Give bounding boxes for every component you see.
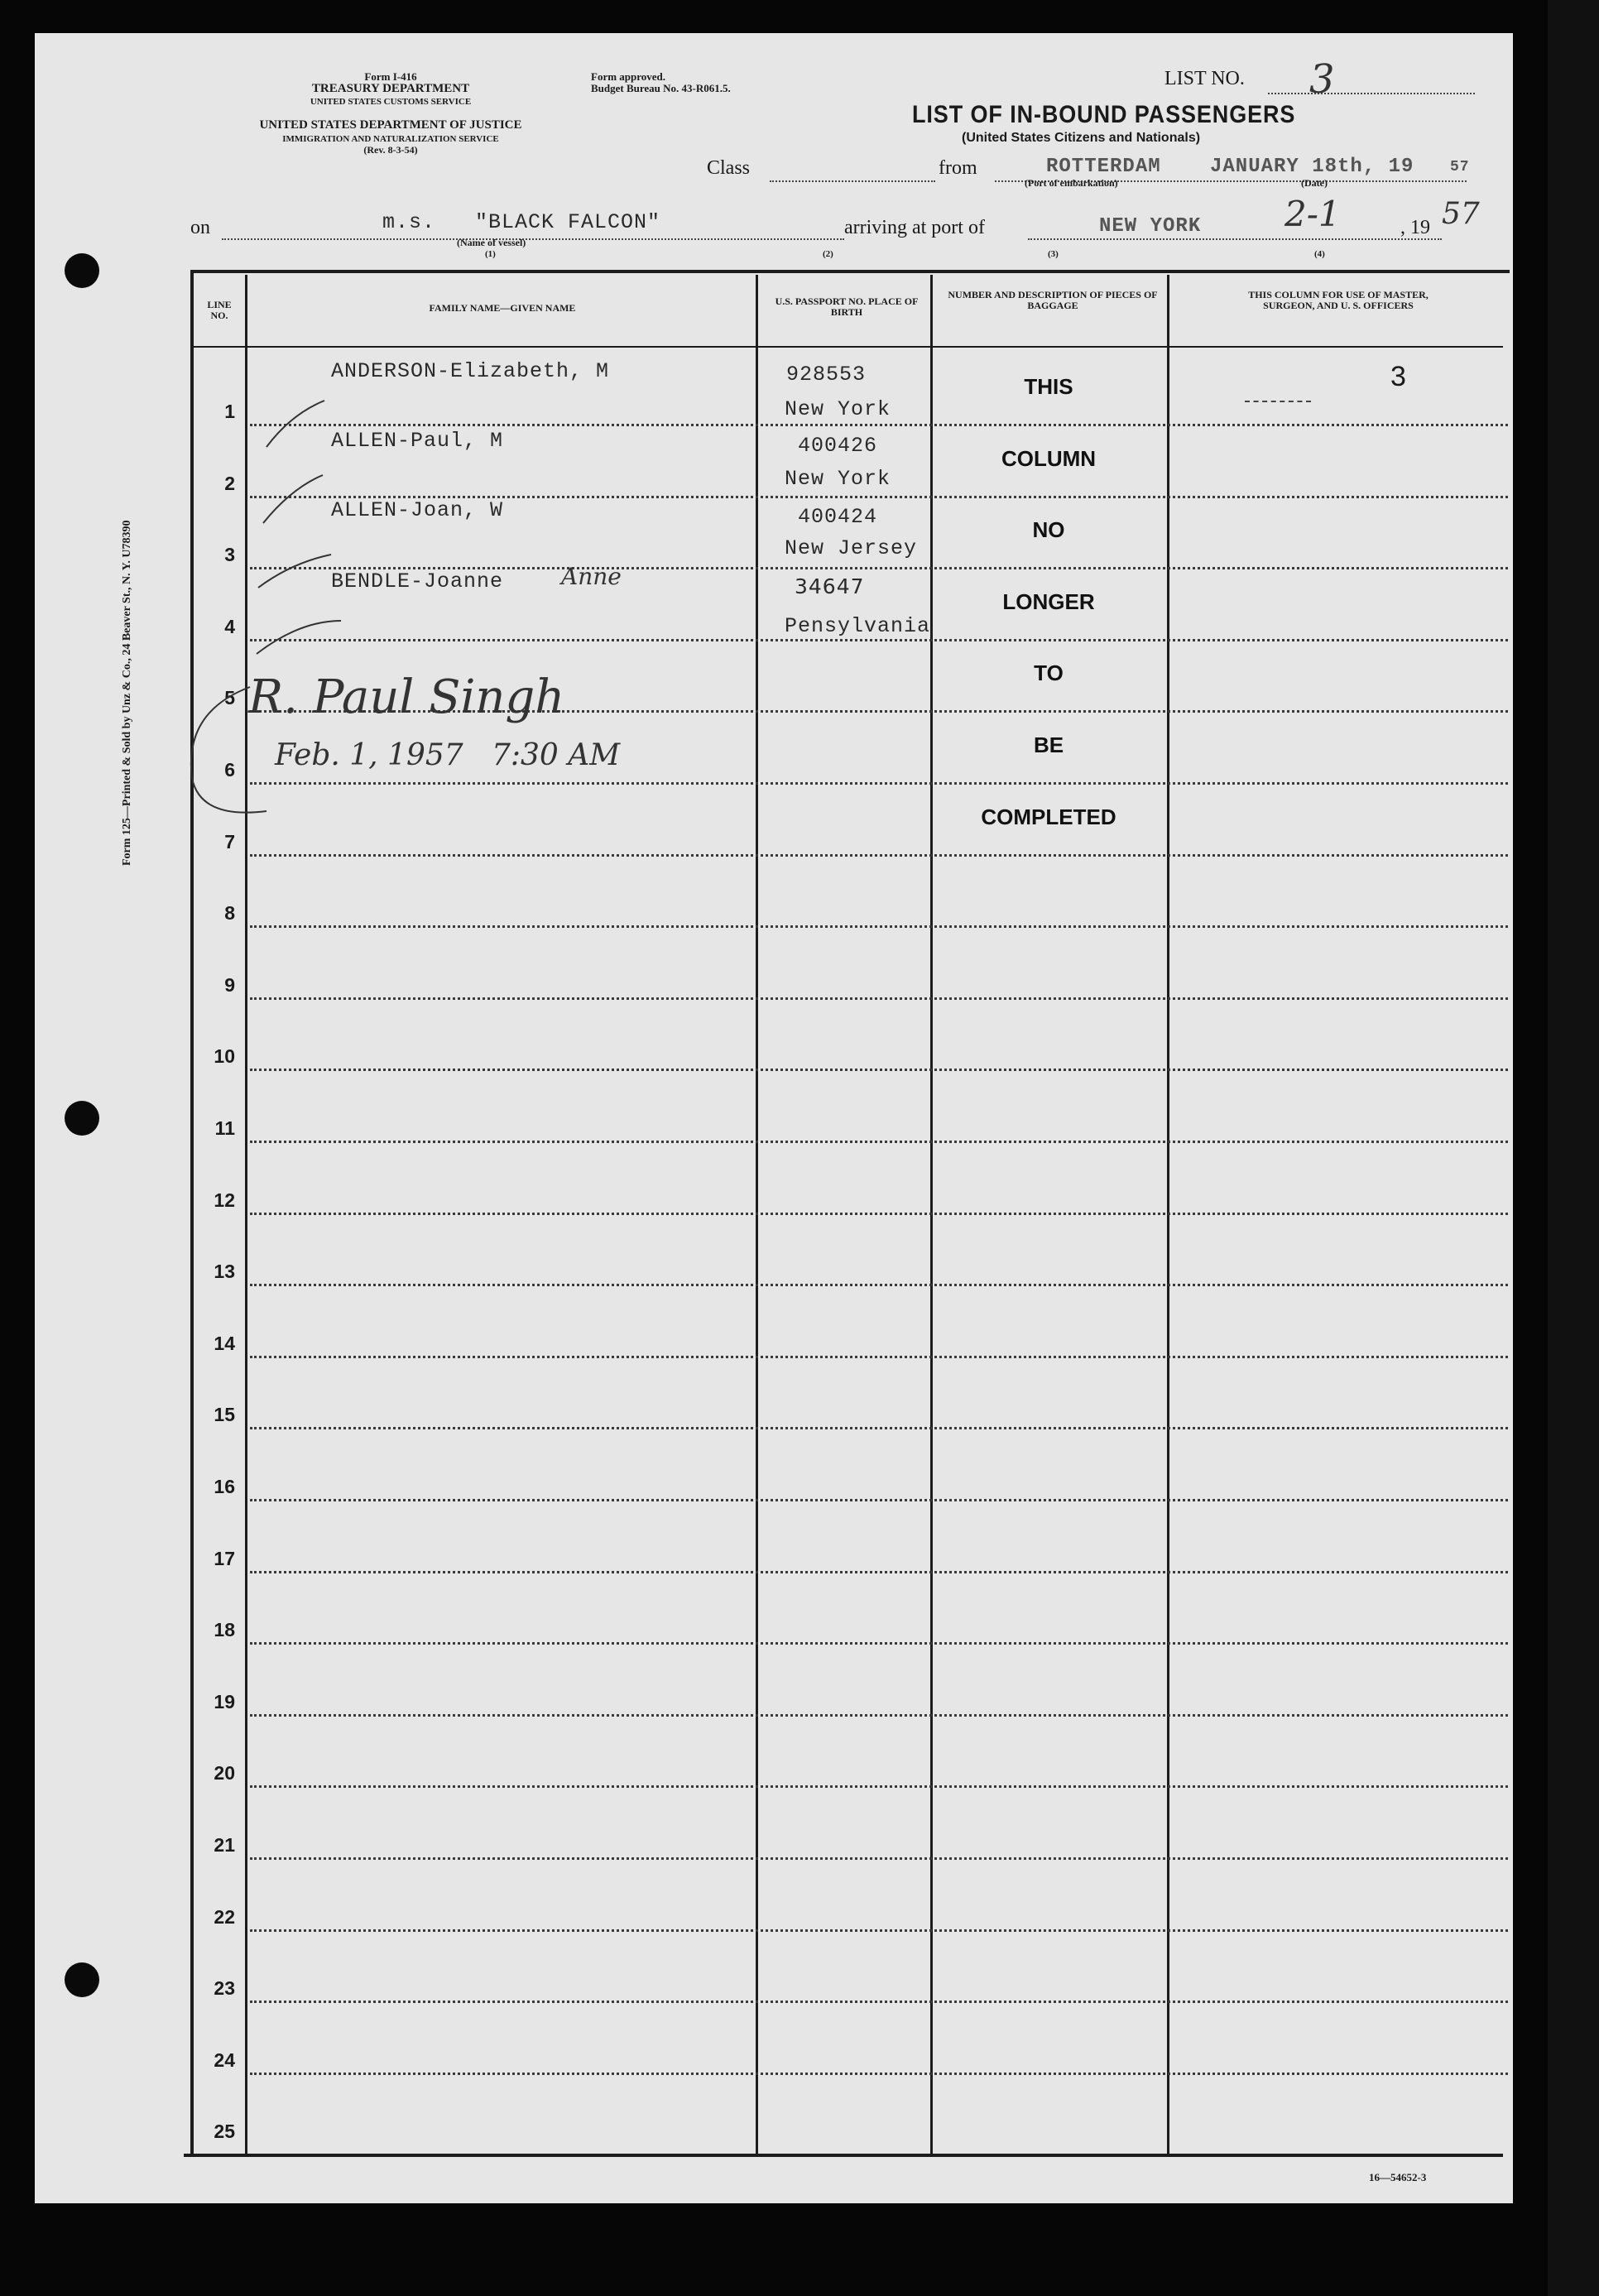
- document-page: [35, 33, 1513, 2203]
- line-number-21: 21: [214, 1834, 235, 1856]
- officers-header: THIS COLUMN FOR USE OF MASTER, SURGEON, AND U. S. OFFICERS: [1248, 289, 1429, 311]
- row-rule-13: [250, 1284, 1508, 1286]
- vessel-caption: (Name of vessel): [457, 237, 526, 248]
- line-number-25: 25: [214, 2121, 235, 2143]
- row-rule-20: [250, 1785, 1508, 1788]
- line-number-11: 11: [214, 1117, 235, 1139]
- immigration-service: IMMIGRATION AND NATURALIZATION SERVICE: [282, 134, 499, 144]
- baggage-col-number: (3): [1048, 249, 1059, 259]
- line-number-16: 16: [214, 1476, 235, 1497]
- row-1-name: ANDERSON-Elizabeth, M: [331, 359, 610, 383]
- row-1-birth: New York: [785, 397, 891, 421]
- row-rule-7: [250, 854, 1508, 857]
- treasury-department: TREASURY DEPARTMENT: [311, 82, 470, 95]
- line-number-5: 5: [224, 687, 235, 709]
- row-4-name: BENDLE-Joanne: [331, 569, 504, 593]
- class-line: [770, 180, 935, 182]
- from-label: from: [939, 157, 977, 179]
- line-number-7: 7: [224, 830, 235, 853]
- table-header-rule: [192, 346, 1503, 348]
- row-3-birth: New Jersey: [785, 536, 918, 560]
- row-rule-22: [250, 1929, 1508, 1932]
- row-rule-10: [250, 1069, 1508, 1071]
- signature-flourish: [175, 679, 275, 828]
- arrival-port: NEW YORK: [1099, 215, 1202, 238]
- officers-count: 3: [1390, 361, 1406, 392]
- baggage-word-2: COLUMN: [1001, 445, 1097, 471]
- row-rule-8: [250, 925, 1508, 928]
- line-no-header: LINE NO.: [207, 299, 232, 321]
- line-number-22: 22: [214, 1905, 235, 1928]
- footer-code: 16—54652-3: [1369, 2171, 1427, 2183]
- baggage-word-5: TO: [1034, 660, 1064, 686]
- arriving-label: arriving at port of: [844, 217, 985, 238]
- line-number-4: 4: [224, 615, 235, 637]
- class-label: Class: [707, 157, 751, 179]
- embarkation-port: ROTTERDAM: [1046, 156, 1161, 178]
- port-caption: (Port of embarkation): [1025, 177, 1118, 189]
- table-top-border: [190, 270, 1510, 273]
- list-no-label: LIST NO.: [1164, 68, 1245, 89]
- revision-date: (Rev. 8-3-54): [363, 144, 418, 156]
- budget-bureau: Budget Bureau No. 43-R061.5.: [591, 82, 731, 94]
- name-header: FAMILY NAME—GIVEN NAME: [429, 302, 576, 314]
- line-number-9: 9: [224, 973, 235, 996]
- row-rule-16: [250, 1499, 1508, 1501]
- row-4-handwritten-name: Anne: [561, 563, 622, 590]
- baggage-word-7: COMPLETED: [981, 804, 1116, 829]
- row-rule-21: [250, 1857, 1508, 1860]
- line-number-10: 10: [214, 1045, 235, 1068]
- row-rule-18: [250, 1642, 1508, 1645]
- officers-col-number: (4): [1314, 249, 1325, 259]
- line-number-12: 12: [214, 1189, 235, 1211]
- document-subtitle: (United States Citizens and Nationals): [962, 131, 1201, 145]
- line-number-20: 20: [214, 1762, 235, 1784]
- line-number-1: 1: [224, 401, 235, 422]
- line-number-24: 24: [214, 2049, 235, 2071]
- row-3-passport: 400424: [798, 505, 878, 529]
- row-rule-24: [250, 2073, 1508, 2075]
- printer-side-note: Form 125—Printed & Sold by Unz & Co., 24 Beaver St., N. Y. U78390: [121, 520, 133, 866]
- row-rule-17: [250, 1571, 1508, 1573]
- row-2-passport: 400426: [798, 434, 878, 458]
- check-mark-1: [266, 401, 324, 447]
- row-1-passport: 928553: [786, 363, 867, 387]
- baggage-word-1: THIS: [1024, 374, 1073, 399]
- embarkation-year: 57: [1450, 159, 1470, 175]
- line-number-18: 18: [214, 1619, 235, 1641]
- row-4-passport: 34647: [795, 574, 865, 598]
- row-rule-11: [250, 1141, 1508, 1143]
- line-number-19: 19: [214, 1690, 235, 1712]
- row-rule-15: [250, 1427, 1508, 1429]
- row-rule-4: [250, 639, 1508, 641]
- baggage-word-4: LONGER: [1002, 588, 1095, 614]
- check-mark-4: [257, 621, 341, 654]
- vessel-line: [222, 238, 844, 240]
- line-number-13: 13: [214, 1261, 235, 1283]
- row-rule-23: [250, 2001, 1508, 2003]
- line-number-17: 17: [214, 1547, 235, 1569]
- baggage-header: NUMBER AND DESCRIPTION OF PIECES OF BAGGAGE: [948, 289, 1158, 311]
- baggage-word-3: NO: [1032, 517, 1065, 543]
- punch-hole-bottom: [65, 1962, 99, 1997]
- arrival-year: 57: [1442, 197, 1480, 231]
- check-mark-3: [258, 555, 331, 588]
- line-number-23: 23: [214, 1977, 235, 2000]
- customs-service: UNITED STATES CUSTOMS SERVICE: [310, 97, 472, 107]
- form-approved: Form approved.: [591, 70, 666, 83]
- document-title: LIST OF IN-BOUND PASSENGERS: [912, 101, 1296, 128]
- signature-date-time: Feb. 1, 1957 7:30 AM: [275, 738, 621, 772]
- department-of-justice: UNITED STATES DEPARTMENT OF JUSTICE: [259, 118, 522, 132]
- row-rule-6: [250, 782, 1508, 785]
- on-label: on: [190, 217, 210, 238]
- row-rule-14: [250, 1356, 1508, 1358]
- row-rule-12: [250, 1213, 1508, 1215]
- list-no-value: 3: [1309, 56, 1335, 103]
- row-rule-9: [250, 997, 1508, 1000]
- line-number-15: 15: [214, 1404, 235, 1426]
- passport-col-number: (2): [823, 249, 833, 259]
- table-bottom-border: [184, 2154, 1503, 2157]
- table-left-border: [190, 271, 194, 2155]
- signature-name: R. Paul Singh: [248, 670, 565, 724]
- line-number-14: 14: [214, 1332, 235, 1354]
- line-number-3: 3: [224, 544, 235, 566]
- arrival-day: 2-1: [1284, 194, 1341, 234]
- row-2-birth: New York: [785, 467, 891, 491]
- scan-edge-strip: [1548, 0, 1599, 2296]
- list-no-line: [1268, 93, 1475, 94]
- check-marks: [233, 381, 366, 679]
- row-rule-1: [250, 424, 1508, 426]
- officers-dash: [1245, 401, 1311, 402]
- embarkation-date: JANUARY 18th, 19: [1210, 156, 1414, 178]
- line-number-2: 2: [224, 472, 235, 494]
- row-3-name: ALLEN-Joan, W: [331, 498, 504, 522]
- passport-header: U.S. PASSPORT NO. PLACE OF BIRTH: [775, 295, 919, 318]
- vessel-name: m.s. "BLACK FALCON": [382, 210, 661, 234]
- arrival-year-prefix: , 19: [1400, 217, 1430, 238]
- line-number-6: 6: [224, 759, 235, 781]
- date-caption: (Date): [1301, 177, 1328, 189]
- row-4-birth: Pensylvania: [785, 614, 931, 638]
- row-rule-19: [250, 1714, 1508, 1717]
- row-2-name: ALLEN-Paul, M: [331, 429, 504, 453]
- arrival-port-line: [1028, 238, 1442, 240]
- baggage-word-6: BE: [1033, 733, 1064, 757]
- line-number-8: 8: [224, 902, 235, 925]
- form-id: Form I-416: [364, 70, 417, 83]
- vessel-col-number: (1): [485, 249, 496, 259]
- punch-hole-top: [65, 253, 99, 288]
- punch-hole-middle: [65, 1101, 99, 1136]
- check-mark-2: [263, 475, 323, 523]
